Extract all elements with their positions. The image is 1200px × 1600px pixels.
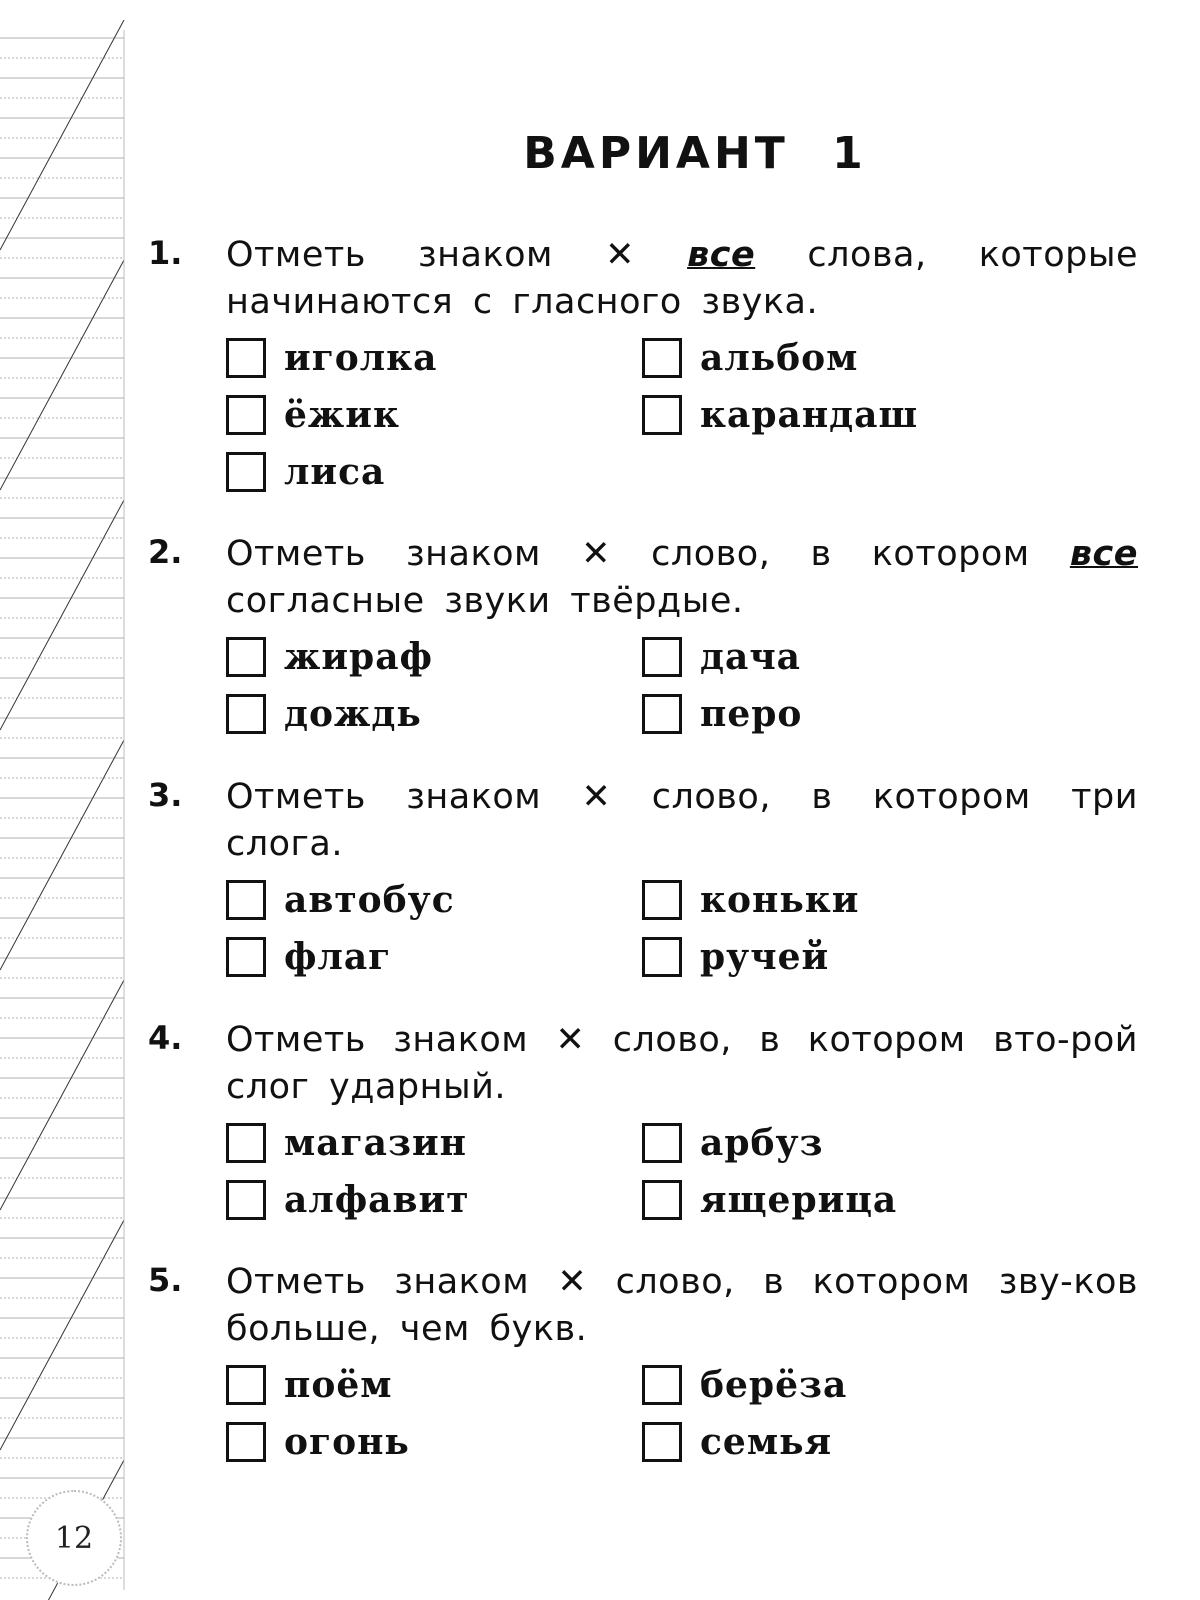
checkbox[interactable]	[226, 937, 266, 977]
answer-option[interactable]	[226, 448, 385, 496]
answer-option[interactable]	[226, 1361, 393, 1409]
answer-option[interactable]	[226, 933, 391, 981]
answer-option[interactable]	[226, 391, 400, 439]
answer-option[interactable]	[226, 633, 433, 681]
checkbox[interactable]	[226, 694, 266, 734]
option-label: дождь	[284, 693, 422, 735]
slant-line	[0, 1220, 124, 1450]
checkbox[interactable]	[226, 1365, 266, 1405]
option-label: флаг	[284, 936, 392, 978]
checkbox[interactable]	[226, 637, 266, 677]
slant-line	[0, 260, 124, 490]
option-label: поём	[284, 1364, 393, 1406]
answer-option[interactable]	[226, 1119, 467, 1167]
answer-option[interactable]	[642, 1361, 847, 1409]
checkbox[interactable]	[642, 694, 682, 734]
option-label: ёжик	[284, 394, 400, 436]
page-number: 12	[26, 1490, 122, 1586]
checkbox[interactable]	[226, 1123, 266, 1163]
slant-line	[0, 740, 124, 970]
option-label: автобус	[284, 879, 455, 921]
answer-option[interactable]	[642, 633, 801, 681]
option-label: карандаш	[700, 394, 919, 436]
task-text: Отметь знаком ✕ все слова, которые начинаются с гласного звука.	[226, 235, 1138, 322]
emphasis-word: все	[1069, 534, 1138, 574]
checkbox[interactable]	[642, 1422, 682, 1462]
checkbox[interactable]	[642, 338, 682, 378]
emphasis-word: все	[687, 235, 756, 275]
slant-line	[0, 980, 124, 1210]
checkbox[interactable]	[226, 338, 266, 378]
answer-option[interactable]	[226, 1176, 470, 1224]
option-label: жираф	[284, 636, 434, 678]
answer-option[interactable]	[642, 690, 802, 738]
checkbox[interactable]	[642, 937, 682, 977]
option-label: альбом	[700, 337, 859, 379]
answer-option[interactable]	[642, 334, 858, 382]
answer-option[interactable]	[642, 1176, 897, 1224]
task-text: Отметь знаком ✕ слово, в котором все согласные звуки твёрдые.	[226, 534, 1138, 621]
task-number: 2.	[148, 533, 183, 571]
task-number: 1.	[148, 234, 183, 272]
task-text: Отметь знаком ✕ слово, в котором вто-рой слог ударный.	[226, 1020, 1138, 1107]
checkbox[interactable]	[642, 395, 682, 435]
answer-option[interactable]	[642, 391, 918, 439]
task-number: 3.	[148, 776, 183, 814]
option-label: семья	[700, 1421, 833, 1463]
checkbox[interactable]	[226, 452, 266, 492]
option-label: берёза	[700, 1364, 848, 1406]
page-title: ВАРИАНТ 1	[523, 128, 867, 179]
option-label: огонь	[284, 1421, 410, 1463]
option-label: дача	[700, 636, 801, 678]
option-label: лиса	[284, 451, 386, 493]
checkbox[interactable]	[226, 880, 266, 920]
answer-option[interactable]	[642, 933, 829, 981]
option-label: ручей	[700, 936, 830, 978]
answer-option[interactable]	[642, 876, 860, 924]
task-number: 5.	[148, 1261, 183, 1299]
checkbox[interactable]	[226, 1422, 266, 1462]
option-label: иголка	[284, 337, 438, 379]
checkbox[interactable]	[642, 1123, 682, 1163]
task-text: Отметь знаком ✕ слово, в котором зву-ков больше, чем букв.	[226, 1262, 1138, 1349]
option-label: алфавит	[284, 1179, 470, 1221]
checkbox[interactable]	[226, 1180, 266, 1220]
margin-ruled-lines	[0, 0, 128, 1600]
answer-option[interactable]	[642, 1119, 824, 1167]
option-label: ящерица	[700, 1179, 898, 1221]
checkbox[interactable]	[642, 1180, 682, 1220]
option-label: перо	[700, 693, 803, 735]
task-number: 4.	[148, 1019, 183, 1057]
option-label: коньки	[700, 879, 860, 921]
task-text: Отметь знаком ✕ слово, в котором три слога.	[226, 777, 1138, 864]
checkbox[interactable]	[642, 880, 682, 920]
answer-option[interactable]	[642, 1418, 832, 1466]
answer-option[interactable]	[226, 1418, 410, 1466]
answer-option[interactable]	[226, 690, 422, 738]
option-label: магазин	[284, 1122, 468, 1164]
checkbox[interactable]	[226, 395, 266, 435]
checkbox[interactable]	[642, 637, 682, 677]
answer-option[interactable]	[226, 876, 455, 924]
answer-option[interactable]	[226, 334, 437, 382]
checkbox[interactable]	[642, 1365, 682, 1405]
slant-line	[0, 500, 124, 730]
option-label: арбуз	[700, 1122, 824, 1164]
